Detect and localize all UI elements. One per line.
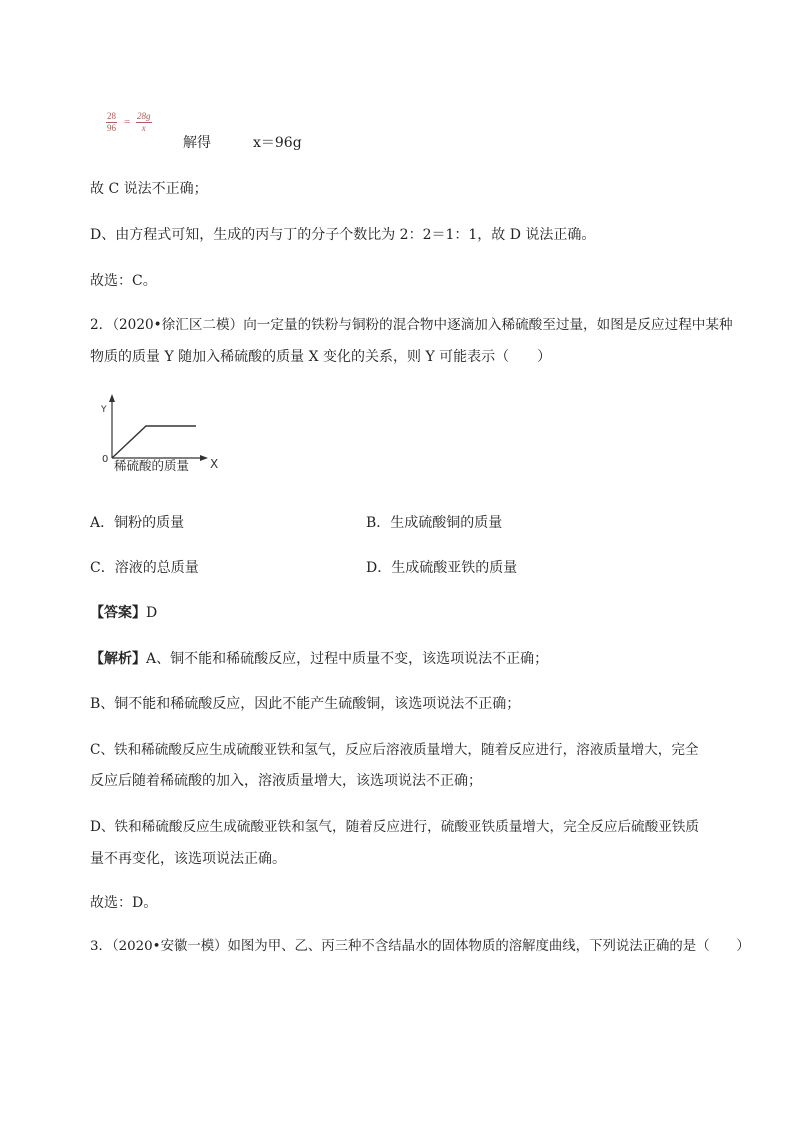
q2-final-answer: 故选：D。	[90, 895, 158, 911]
graph-y-arrow	[109, 394, 115, 402]
q2-analysis-c-line2: 反应后随着稀硫酸的加入，溶液质量增大，该选项说法不正确；	[90, 773, 482, 789]
q2-graph	[100, 390, 230, 480]
fraction-left-denominator: 96	[107, 123, 116, 133]
analysis-a-text: A、铜不能和稀硫酸反应，过程中质量不变，该选项说法不正确；	[146, 651, 549, 667]
q2-option-b[interactable]: B．生成硫酸铜的质量	[366, 515, 503, 531]
fraction-right	[136, 112, 152, 133]
graph-origin-label: 0	[102, 454, 109, 465]
q2-answer	[90, 602, 157, 622]
line-c-conclusion: 故 C 说法不正确；	[90, 181, 208, 197]
answer-value: D	[146, 605, 158, 621]
fraction-right-numerator: 28g	[137, 111, 151, 121]
q2-analysis-b: B、铜不能和稀硫酸反应，因此不能产生硫酸铜，该选项说法不正确；	[90, 696, 521, 712]
solve-result: x＝96g	[253, 135, 302, 151]
fraction-left-numerator: 28	[107, 111, 116, 121]
fraction-right-denominator: x	[141, 123, 146, 133]
fraction-left	[106, 112, 117, 133]
graph-y-label: Y	[101, 405, 107, 415]
q3-stem: 3．（2020•安徽一模）如图为甲、乙、丙三种不含结晶水的固体物质的溶解度曲线，下列说法正确的是（ ）	[90, 939, 750, 954]
graph-x-label: 稀硫酸的质量	[114, 458, 190, 473]
graph-x-letter: X	[210, 457, 219, 471]
q2-stem-line2: 物质的质量 Y 随加入稀硫酸的质量 X 变化的关系，则 Y 可能表示（ ）	[90, 349, 552, 365]
q2-analysis-c-line1: C、铁和稀硫酸反应生成硫酸亚铁和氢气，反应后溶液质量增大，随着反应进行，溶液质量增大，完全	[90, 742, 699, 758]
answer-tag: 【答案】	[90, 605, 146, 621]
q2-analysis-d-line2: 量不再变化，该选项说法正确。	[90, 851, 286, 867]
q2-option-c[interactable]: C．溶液的总质量	[90, 560, 199, 576]
q2-option-a[interactable]: A．铜粉的质量	[90, 515, 185, 531]
q2-analysis-d-line1: D、铁和稀硫酸反应生成硫酸亚铁和氢气，随着反应进行，硫酸亚铁质量增大，完全反应后硫酸亚铁质	[90, 819, 700, 835]
analysis-tag: 【解析】	[90, 651, 146, 667]
line-d-explanation: D、由方程式可知，生成的丙与丁的分子个数比为 2：2＝1：1，故 D 说法正确。	[90, 227, 596, 243]
solve-label: 解得	[183, 135, 211, 151]
prev-answer: 故选：C。	[90, 273, 157, 289]
graph-curve	[112, 426, 196, 458]
graph-x-arrow	[200, 455, 208, 461]
equals-sign: =	[124, 116, 131, 128]
q2-analysis-a	[90, 648, 548, 668]
q2-option-d[interactable]: D．生成硫酸亚铁的质量	[366, 560, 518, 576]
q2-stem-line1: 2．（2020•徐汇区二模）向一定量的铁粉与铜粉的混合物中逐滴加入稀硫酸至过量，如图是反应过程中某种	[90, 317, 733, 333]
